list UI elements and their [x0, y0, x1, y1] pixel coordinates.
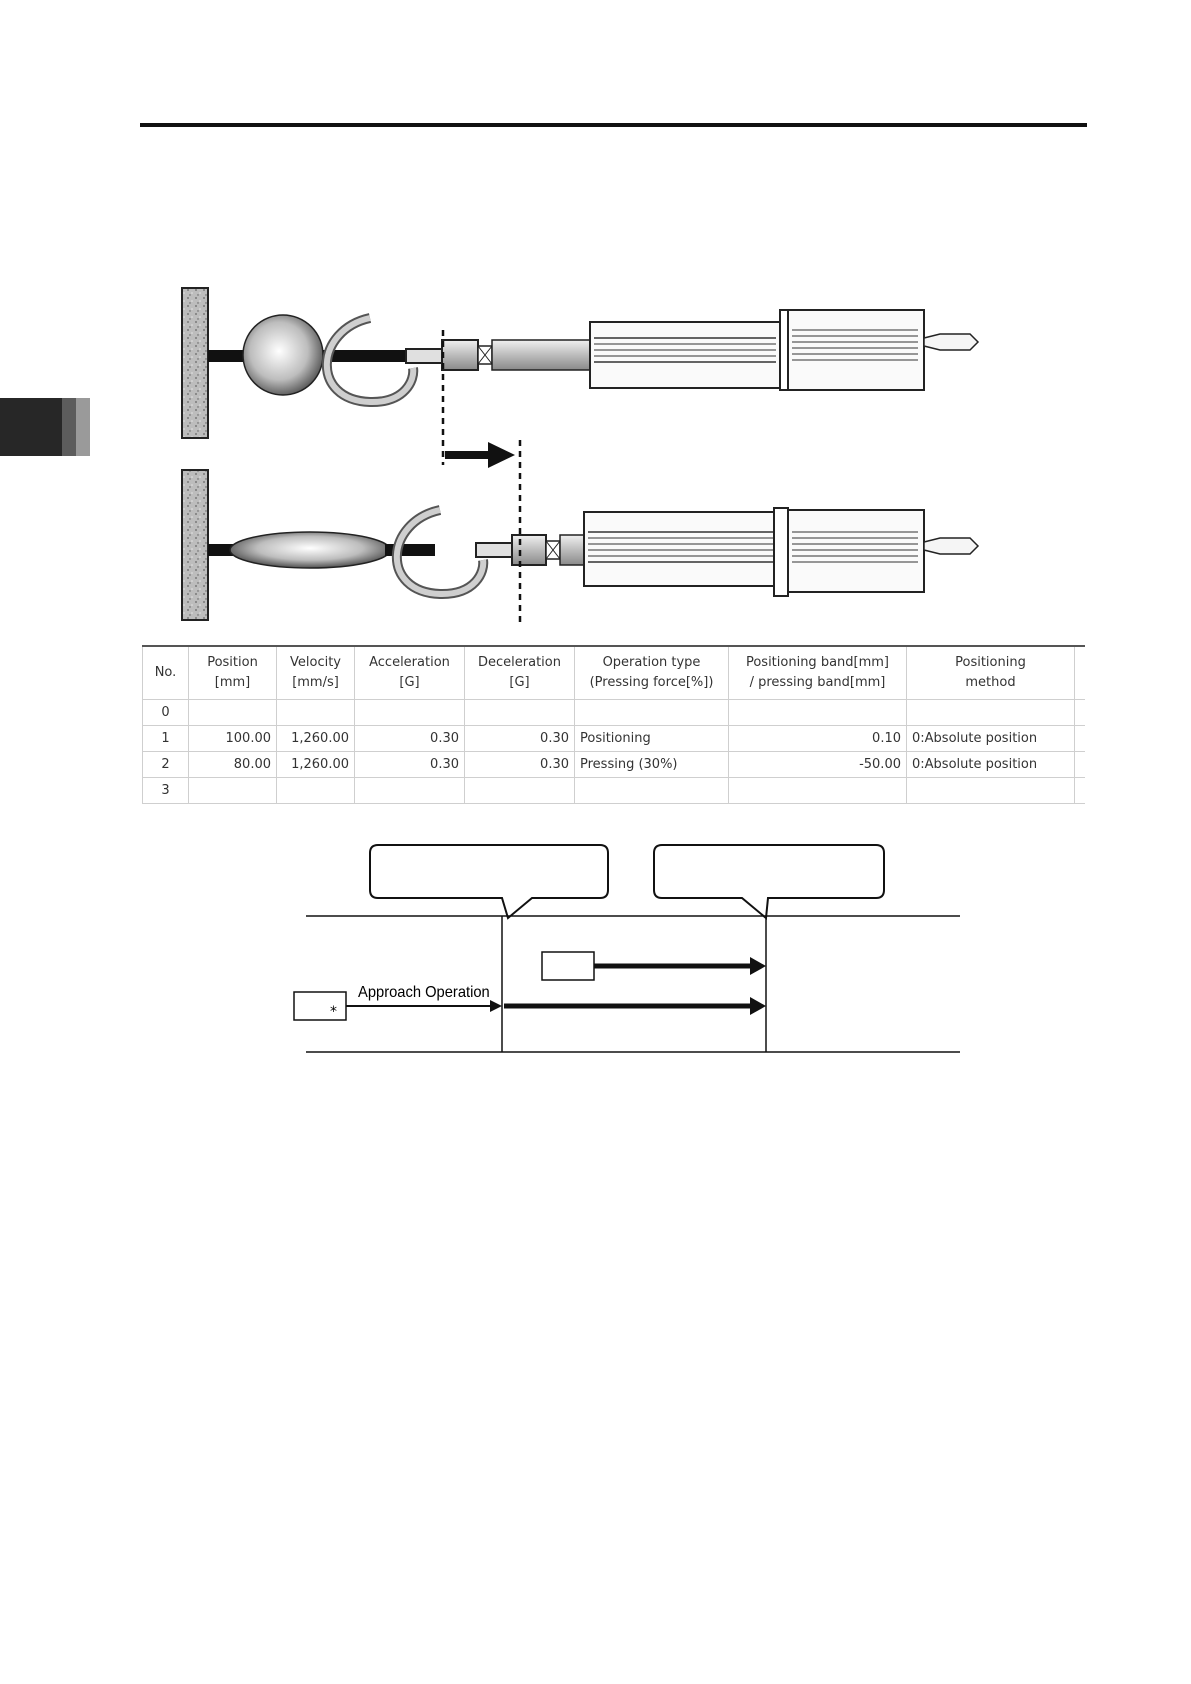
cell-velocity: 1,260.00: [277, 752, 355, 778]
table-row: [143, 778, 1085, 804]
actuator-lower: [584, 508, 978, 596]
cell-no: 2: [143, 752, 189, 778]
cell-deceleration: [465, 700, 575, 726]
cell-velocity: [277, 700, 355, 726]
star-label: *: [330, 1004, 337, 1020]
cell-operation-type: [575, 778, 729, 804]
cell-velocity: [277, 778, 355, 804]
cell-edge: [1075, 778, 1085, 804]
cell-edge: [1075, 700, 1085, 726]
cell-method: [907, 778, 1075, 804]
timing-diagram: [290, 840, 980, 1070]
cell-band: [729, 700, 907, 726]
cell-operation-type: [575, 700, 729, 726]
wall-lower: [182, 470, 208, 620]
lower-state: [182, 440, 978, 622]
timing-box-upper: [542, 952, 594, 980]
timing-box-lower: [294, 992, 346, 1020]
cell-band: 0.10: [729, 726, 907, 752]
cell-position: [189, 700, 277, 726]
cell-method: 0:Absolute position: [907, 726, 1075, 752]
cell-operation-type: Pressing (30%): [575, 752, 729, 778]
col-header-no: No.: [143, 646, 189, 700]
position-table: [142, 645, 1085, 804]
cell-position: 100.00: [189, 726, 277, 752]
cell-operation-type: Positioning: [575, 726, 729, 752]
cell-position: 80.00: [189, 752, 277, 778]
travel-arrow: [445, 442, 515, 468]
cell-velocity: 1,260.00: [277, 726, 355, 752]
cell-method: [907, 700, 1075, 726]
cell-method: 0:Absolute position: [907, 752, 1075, 778]
col-header-edge: [1075, 646, 1085, 700]
rod-upper: [492, 340, 592, 370]
chapter-tab: [0, 398, 90, 456]
actuator-upper: [590, 310, 978, 390]
chapter-tab-mid: [62, 398, 76, 456]
col-header-velocity: Velocity [mm/s]: [277, 646, 355, 700]
cell-acceleration: 0.30: [355, 752, 465, 778]
table-header-row: [143, 646, 1085, 700]
approach-operation-label: Approach Operation: [358, 984, 490, 1001]
cell-no: 3: [143, 778, 189, 804]
col-header-operation-type: Operation type (Pressing force[%]): [575, 646, 729, 700]
table-row: [143, 726, 1085, 752]
cell-edge: [1075, 726, 1085, 752]
cell-no: 1: [143, 726, 189, 752]
upper-state: [182, 288, 978, 465]
col-header-deceleration: Deceleration [G]: [465, 646, 575, 700]
callout-left: [370, 845, 608, 918]
rod-tip-upper: [406, 349, 442, 363]
col-header-position: Position [mm]: [189, 646, 277, 700]
cell-band: [729, 778, 907, 804]
cell-deceleration: 0.30: [465, 752, 575, 778]
cell-band: -50.00: [729, 752, 907, 778]
squashed-workpiece: [230, 532, 390, 568]
col-header-band: Positioning band[mm] / pressing band[mm]: [729, 646, 907, 700]
cell-acceleration: [355, 778, 465, 804]
header-rule: [140, 123, 1087, 127]
col-header-method: Positioning method: [907, 646, 1075, 700]
actuator-illustration: [170, 280, 1030, 630]
chapter-tab-dark: [0, 398, 62, 456]
cell-deceleration: 0.30: [465, 726, 575, 752]
wall-upper: [182, 288, 208, 438]
table-row: [143, 700, 1085, 726]
cell-acceleration: 0.30: [355, 726, 465, 752]
callout-right: [654, 845, 884, 918]
cell-position: [189, 778, 277, 804]
cell-edge: [1075, 752, 1085, 778]
rod-nut-upper: [442, 340, 478, 370]
col-header-acceleration: Acceleration [G]: [355, 646, 465, 700]
cell-acceleration: [355, 700, 465, 726]
chapter-tab-light: [76, 398, 90, 456]
ball-workpiece: [243, 315, 323, 395]
cell-no: 0: [143, 700, 189, 726]
cell-deceleration: [465, 778, 575, 804]
table-row: [143, 752, 1085, 778]
